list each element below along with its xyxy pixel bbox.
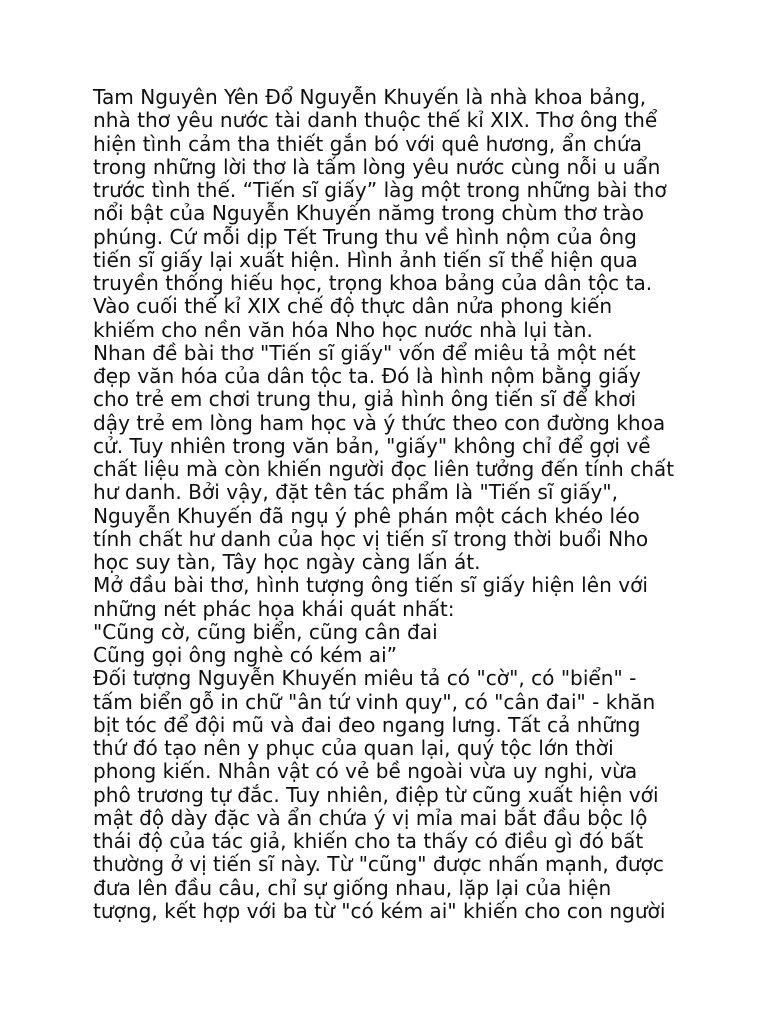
text-line: Nguyễn Khuyến đã ngụ ý phê phán một cách khéo léo bbox=[93, 503, 640, 528]
text-line: Mở đầu bài thơ, hình tượng ông tiến sĩ giấy hiện lên với bbox=[93, 573, 649, 598]
text-line: truyền thống hiếu học, trọng khoa bảng của dân tộc ta. bbox=[93, 271, 653, 295]
text-line: cử. Tuy nhiên trong văn bản, "giấy" không chỉ để gợi về bbox=[93, 433, 651, 458]
text-line: đưa lên đầu câu, chỉ sự giống nhau, lặp lại của hiện bbox=[93, 875, 612, 900]
text-line: những nét phác họa khái quát nhất: bbox=[93, 596, 455, 621]
poem-line: Cũng gọi ông nghè có kém ai” bbox=[93, 643, 398, 667]
text-line: tính chất hư danh của học vị tiến sĩ trong thời buổi Nho bbox=[93, 526, 649, 551]
text-line: tấm biển gỗ in chữ "ân tứ vinh quy", có "cân đai" - khăn bbox=[93, 689, 656, 714]
text-line: nhà thơ yêu nước tài danh thuộc thế kỉ XIX. Thơ ông thể bbox=[93, 108, 658, 133]
text-line: trước tình thế. “Tiến sĩ giấy” làg một trong những bài thơ bbox=[93, 178, 667, 202]
text-line: phúng. Cứ mỗi dịp Tết Trung thu về hình nộm của ông bbox=[93, 224, 637, 249]
text-line: dậy trẻ em lòng ham học và ý thức theo con đường khoa bbox=[93, 410, 666, 435]
text-line: phong kiến. Nhân vật có vẻ bề ngoài vừa uy nghi, vừa bbox=[93, 759, 638, 784]
text-line: Tam Nguyên Yên Đổ Nguyễn Khuyến là nhà khoa bảng, bbox=[93, 85, 647, 109]
text-line: thứ đó tạo nên y phục của quan lại, quý tộc lớn thời bbox=[93, 736, 614, 760]
text-line: chất liệu mà còn khiến người đọc liên tưởng đến tính chất bbox=[93, 457, 675, 481]
text-line: cho trẻ em chơi trung thu, giả hình ông tiến sĩ để khơi bbox=[93, 387, 637, 412]
text-line: bịt tóc để đội mũ và đai đeo ngang lưng. Tất cả những bbox=[93, 712, 641, 737]
text-line: thường ở vị tiến sĩ này. Từ "cũng" được nhấn mạnh, được bbox=[93, 852, 664, 877]
text-line: tiến sĩ giấy lại xuất hiện. Hình ảnh tiến sĩ thể hiện qua bbox=[93, 247, 638, 272]
document-text bbox=[93, 86, 693, 923]
text-line: hư danh. Bởi vậy, đặt tên tác phẩm là "Tiến sĩ giấy", bbox=[93, 480, 619, 505]
text-line: đẹp văn hóa của dân tộc ta. Đó là hình nộm bằng giấy bbox=[93, 364, 641, 388]
text-line: nổi bật của Nguyễn Khuyến nămg trong chùm thơ trào bbox=[93, 201, 644, 226]
text-line: Nhan đề bài thơ "Tiến sĩ giấy" vốn để miêu tả một nét bbox=[93, 340, 636, 365]
text-line: khiếm cho nền văn hóa Nho học nước nhà lụi tàn. bbox=[93, 317, 593, 342]
text-line: mật độ dày đặc và ẩn chứa ý vị mỉa mai bắt đầu bộc lộ bbox=[93, 805, 648, 830]
text-line: Vào cuối thế kỉ XIX chế độ thực dân nửa phong kiến bbox=[93, 294, 613, 319]
text-line: hiện tình cảm tha thiết gắn bó với quê hương, ẩn chứa bbox=[93, 131, 642, 156]
text-line: học suy tàn, Tây học ngày càng lấn át. bbox=[93, 550, 481, 574]
text-line: trong những lời thơ là tấm lòng yêu nước cùng nỗi u uẩn bbox=[93, 154, 661, 179]
poem-line: "Cũng cờ, cũng biển, cũng cân đai bbox=[93, 619, 438, 644]
text-line: thái độ của tác giả, khiến cho ta thấy có điều gì đó bất bbox=[93, 829, 644, 853]
text-line: phô trương tự đắc. Tuy nhiên, điệp từ cũng xuất hiện với bbox=[93, 782, 659, 807]
text-line: Đối tượng Nguyễn Khuyến miêu tả có "cờ", có "biển" - bbox=[93, 666, 637, 691]
text-line: tượng, kết hợp với ba từ "có kém ai" khiến cho con người bbox=[93, 898, 666, 923]
